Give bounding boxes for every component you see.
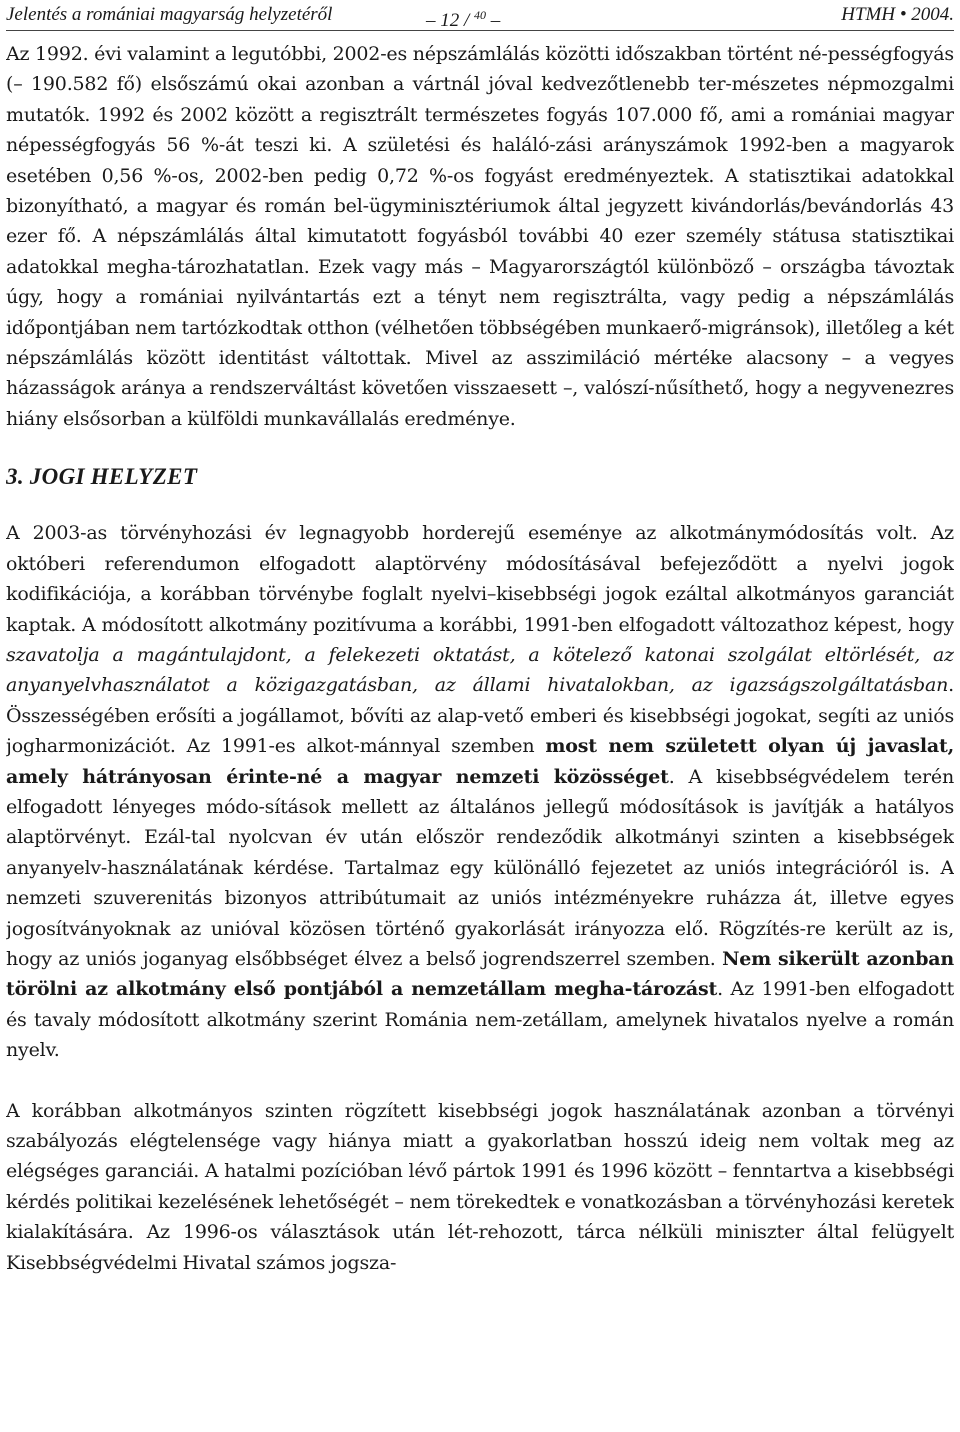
bullet-icon: •	[899, 4, 907, 25]
paragraph-minority-rights: A korábban alkotmányos szinten rögzített kisebbségi jogok használatának azonban a törvényi szabályozás elégtelensége vagy hiánya miatt a gyakorlatban hosszú ideig nem voltak meg az elégséges garanciái. A hatalmi pozícióban lévő pártok 1991 és 1996 között – fenntartva a kisebbségi kérdés politikai kezelésének lehetőségét – nem törekedtek e vonatkozásban a törvényhozási keretek kialakítására. Az 1996-os választások után lét-rehozott, tárca nélküli miniszter által felügyelt Kisebbségvédelmi Hivatal számos jogsza-	[6, 1099, 954, 1274]
document-page	[6, 0, 954, 1432]
paragraph-legal-situation	[6, 518, 954, 1065]
publisher-name: HTMH	[841, 4, 896, 25]
header-publisher	[841, 0, 954, 30]
bold-emphasis: most nem született olyan új javaslat, amely hátrányosan érinte-né a magyar nemzeti közösséget	[6, 735, 954, 788]
running-header	[6, 0, 954, 31]
bold-emphasis: Nem sikerült azonban törölni az alkotmány első pontjából a nemzetállam megha-tározást	[6, 947, 954, 1001]
header-year: 2004.	[911, 4, 954, 25]
body-text	[6, 39, 954, 1278]
page-prefix: – 12 /	[426, 10, 470, 31]
page-number	[426, 0, 500, 36]
paragraph-text: . Az 1991-ben elfogadott és tavaly módosított alkotmány szerint Románia nem-zetállam, amelynek hivatalos nyelve a román nyelv.	[6, 978, 954, 1062]
paragraph-text: A 2003-as törvényhozási év legnagyobb horderejű eseménye az alkotmánymódosítás volt. Az októberi referendumon elfogadott alaptörvény módosításával befejeződött a nyelvi jogok kodifikációja, a korábban törvénybe foglalt nyelvi–kisebbségi jogok ezáltal alkotmányos garanciát kaptak. A módosított alkotmány pozitívuma a korábbi, 1991-ben elfogadott változathoz képest, hogy	[6, 522, 954, 636]
paragraph-text: . Összességében erősíti a jogállamot, bővíti az alap-vető emberi és kisebbségi jogokat, segíti az uniós jogharmonizációt. Az 1991-es alkot-mánnyal szemben	[6, 674, 954, 758]
page-total: 40	[474, 8, 487, 22]
section-heading: 3. JOGI HELYZET	[6, 464, 198, 490]
italic-emphasis: szavatolja a magántulajdont, a felekezeti oktatást, a kötelező katonai szolgálat eltörlését, az anyanyelvhasználatot a közigazgatásban, az állami hivatalokban, az igazságszolgáltatásban	[6, 643, 954, 697]
header-title: Jelentés a romániai magyarság helyzetéről	[6, 4, 333, 25]
page-suffix: –	[490, 10, 501, 31]
paragraph-text: . A kisebbségvédelem terén elfogadott lényeges módo-sítások mellett az általános jellegű módosítások is javítják a hatályos alaptörvényt. Ezál-tal nyolcvan év után először rendeződik alkotmányi szinten a kisebbségek anyanyelv-használatának kérdése. Tartalmaz egy különálló fejezetet az uniós integrációról is. A nemzeti szuverenitás bizonyos attribútumait az uniós intézményekre ruházza át, illetve egyes jogosítványoknak az unióval közösen történő gyakorlását irányozza elő. Rögzítés-re került az is, hogy az uniós joganyag elsőbbséget élvez a belső jogrendszerrel szemben.	[6, 765, 954, 970]
paragraph-population: Az 1992. évi valamint a legutóbbi, 2002-es népszámlálás közötti időszakban történt né-pességfogyás (– 190.582 fő) elsőszámú okai azonban a vártnál jóval kedvezőtlenebb ter-mészetes népmozgalmi mutatók. 1992 és 2002 között a regisztrált természetes fogyás 107.000 fő, ami a romániai magyar népességfogyás 56 %-át teszi ki. A születési és haláló-zási arányszámok 1992-ben a magyarok esetében 0,56 %-os, 2002-ben pedig 0,72 %-os fogyást eredményeztek. A statisztikai adatokkal bizonyítható, a magyar és román bel-ügyminisztériumok által jegyzett kivándorlás/bevándorlás 43 ezer fő. A népszámlálás által kimutatott fogyásból további 40 ezer személy státusa statisztikai adatokkal megha-tározhatatlan. Ezek vagy más – Magyarországtól különböző – országba távoztak úgy, hogy a romániai nyilvántartás ezt a tényt nem regisztrálta, vagy pedig a népszámlálás időpontjában nem tartózkodtak otthon (vélhetően többségében munkaerő-migránsok), illetőleg a két népszámlálás között identitást váltottak. Mivel az asszimiláció mértéke alacsony – a vegyes házasságok aránya a rendszerváltást követően visszaesett –, valószí-nűsíthető, hogy a negyvenezres hiány elsősorban a külföldi munkavállalás eredménye.	[6, 43, 954, 430]
